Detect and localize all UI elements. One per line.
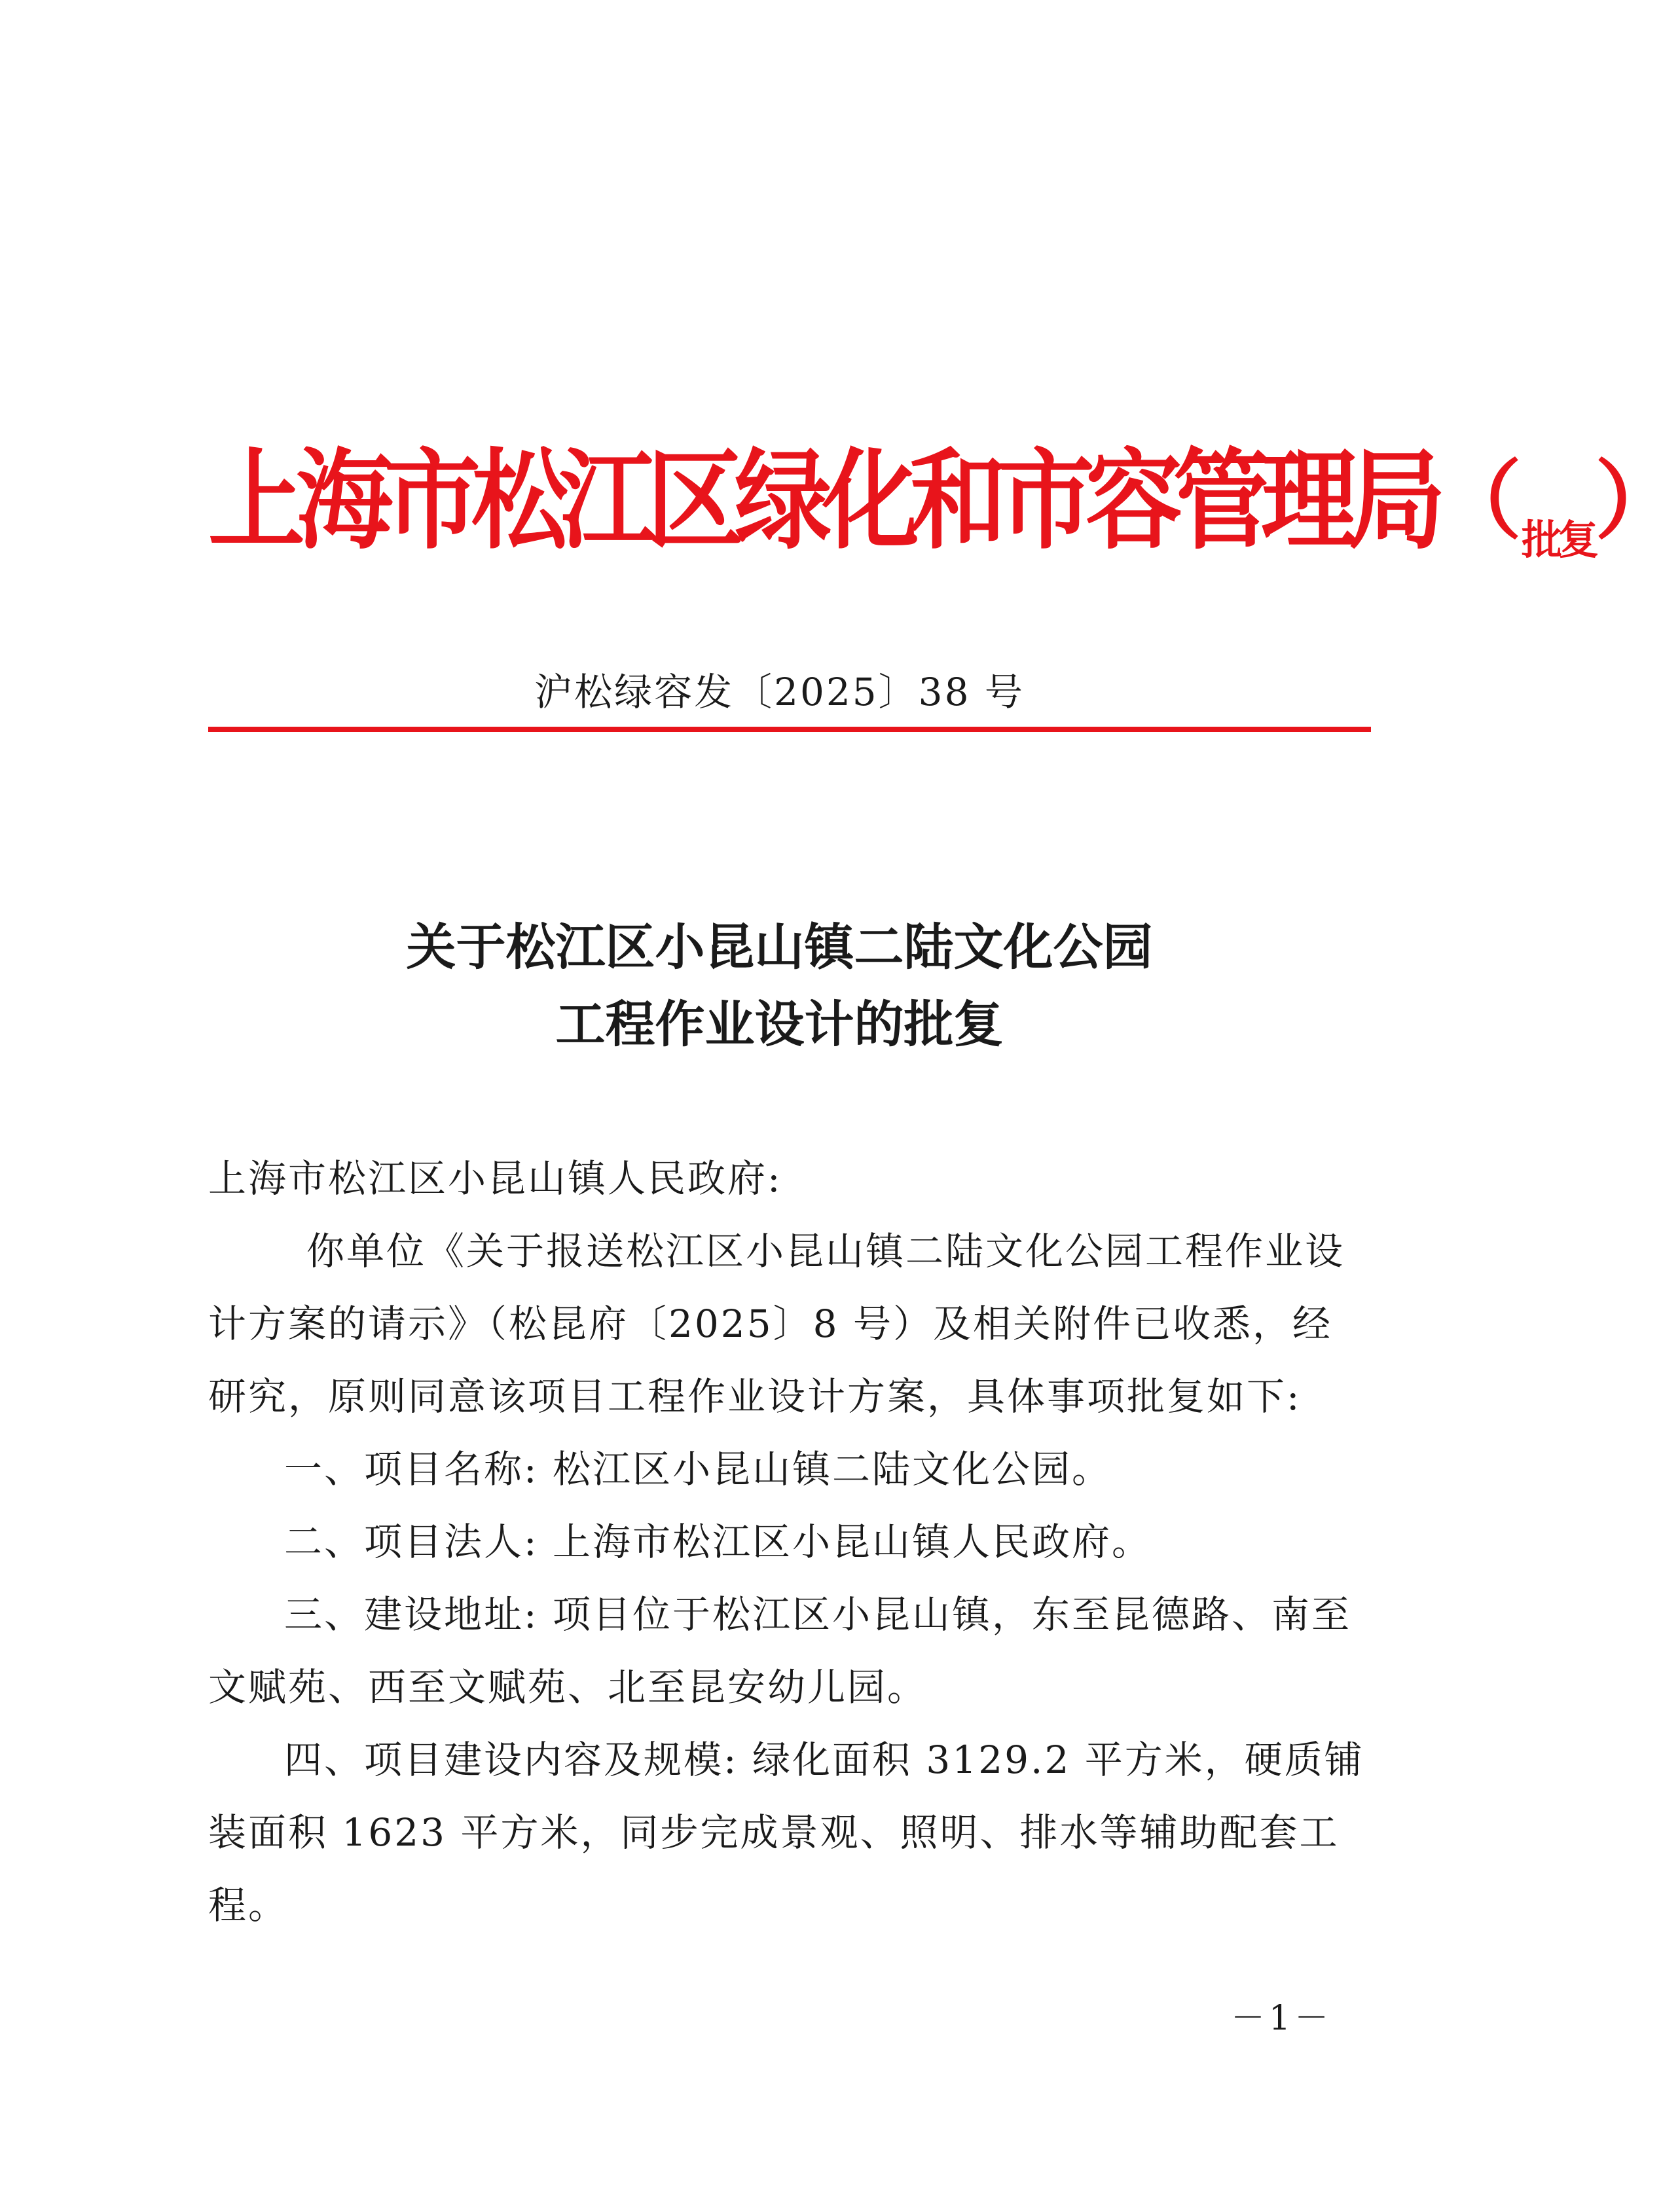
title-line-1: 关于松江区小昆山镇二陆文化公园 — [406, 918, 1153, 976]
document-body — [208, 1142, 1371, 1942]
title-line-2: 工程作业设计的批复 — [555, 995, 1004, 1053]
page-number: －1－ — [1231, 1999, 1333, 2038]
document-number: 沪松绿容发〔2025〕38 号 — [534, 670, 1025, 714]
masthead-paren-open: （ — [1436, 451, 1522, 551]
item-construction-address: 三、建设地址: 项目位于松江区小昆山镇，东至昆德路、南至文赋苑、西至文赋苑、北至昆安幼儿园。 — [208, 1592, 1351, 1709]
red-divider-line — [208, 727, 1371, 732]
document-title — [0, 909, 1559, 1063]
item-project-name: 一、项目名称: 松江区小昆山镇二陆文化公园。 — [284, 1447, 1112, 1491]
masthead-paren-close: ） — [1595, 451, 1680, 551]
masthead-organization: 上海市松江区绿化和市容管理局 — [208, 437, 1436, 564]
item-project-legal-person: 二、项目法人: 上海市松江区小昆山镇人民政府。 — [284, 1520, 1152, 1564]
addressee: 上海市松江区小昆山镇人民政府: — [208, 1156, 782, 1201]
item-construction-scope: 四、项目建设内容及规模: 绿化面积 3129.2 平方米，硬质铺装面积 1623 平方米，同步完成景观、照明、排水等辅助配套工程。 — [208, 1738, 1364, 1927]
paragraph-intro: 你单位《关于报送松江区小昆山镇二陆文化公园工程作业设计方案的请示》（松昆府〔2025〕8 号）及相关附件已收悉，经研究，原则同意该项目工程作业设计方案，具体事项批复如下: — [208, 1229, 1345, 1419]
masthead-doc-type: 批复 — [1522, 516, 1596, 564]
masthead — [208, 435, 1680, 566]
